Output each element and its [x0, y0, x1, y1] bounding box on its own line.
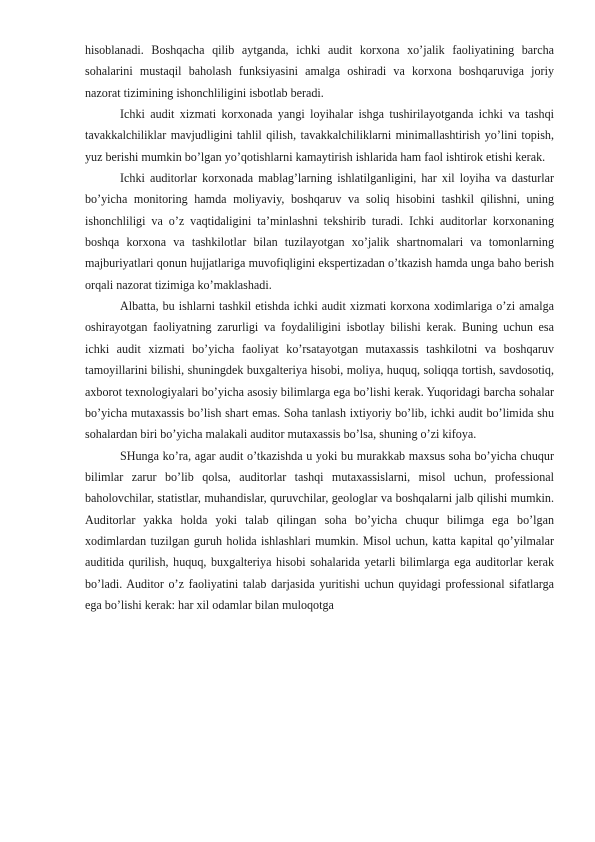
paragraph: Albatta, bu ishlarni tashkil etishda ichki audit xizmati korxona xodimlariga o’zi amalga oshirayotgan faoliyatning zarurligi va foydaliligini isbotlay bilishi kerak. Buning uchun esa ichki audit xizmati bo’yicha faoliyat ko’rsatayotgan mutaxassis tashkilotni va boshqaruv tamoyillarini bilishi, shuningdek buxgalteriya hisobi, moliya, huquq, soliqqa tortish, savdosotiq, axborot texnologiyalari bo’yicha asosiy bilimlarga ega bo’lishi kerak. Yuqoridagi barcha sohalar bo’yicha mutaxassis bo’lish shart emas. Soha tanlash ixtiyoriy bo’lib, ichki audit bo’limida shu sohalardan biri bo’yicha malakali auditor mutaxassis bo’lsa, shuning o’zi kifoya. — [85, 299, 554, 442]
paragraph: SHunga ko’ra, agar audit o’tkazishda u yoki bu murakkab maxsus soha bo’yicha chuqur bilimlar zarur bo’lib qolsa, auditorlar tashqi mutaxassislarni, misol uchun, professional baholovchilar, statistlar, muhandislar, quruvchilar, geologlar va boshqalarni jalb qilishi mumkin. Auditorlar yakka holda yoki talab qilingan soha bo’yicha chuqur bilimga ega bo’lgan xodimlardan tuzilgan guruh holida ishlashlari mumkin. Misol uchun, katta kapital qo’yilmalar auditida qurilish, huquq, buxgalteriya hisobi sohalarida yetarli bilimlarga ega auditorlar kerak bo’ladi. Auditor o’z faoliyatini talab darjasida yuritishi uchun quyidagi professional sifatlarga ega bo’lishi kerak: har xil odamlar bilan muloqotga — [85, 448, 554, 612]
paragraph: Ichki auditorlar korxonada mablag’larning ishlatilganligini, har xil loyiha va dasturlar bo’yicha monitoring hamda moliyaviy, boshqaruv va soliq hisobini tashkil qilishni, uning ishonchliligi va o’z vaqtidaligini ta’minlashni tekshirib turadi. Ichki auditorlar korxonaning boshqa korxona va tashkilotlar bilan tuzilayotgan xo’jalik shartnomalari va tomonlarning majburiyatlari qonun hujjatlariga muvofiqligini ekspertizadan o’tkazish hamda unga baho berish orqali nazorat tizimiga ko’maklashadi. — [85, 171, 554, 292]
paragraph: Ichki audit xizmati korxonada yangi loyihalar ishga tushirilayotganda ichki va tashqi tavakkalchiliklar mavjudligini tahlil qilish, tavakkalchiliklarni minimallashtirish yo’lini topish, yuz berishi mumkin bo’lgan yo’qotishlarni kamaytirish ishlarida ham faol ishtirok etishi kerak. — [85, 107, 554, 164]
document-body — [85, 40, 554, 616]
paragraph: hisoblanadi. Boshqacha qilib aytganda, ichki audit korxona xo’jalik faoliyatining barcha sohalarini mustaqil baholash funksiyasini amalga oshiradi va korxona boshqaruviga joriy nazorat tizimining ishonchliligini isbotlab beradi. — [85, 43, 554, 100]
